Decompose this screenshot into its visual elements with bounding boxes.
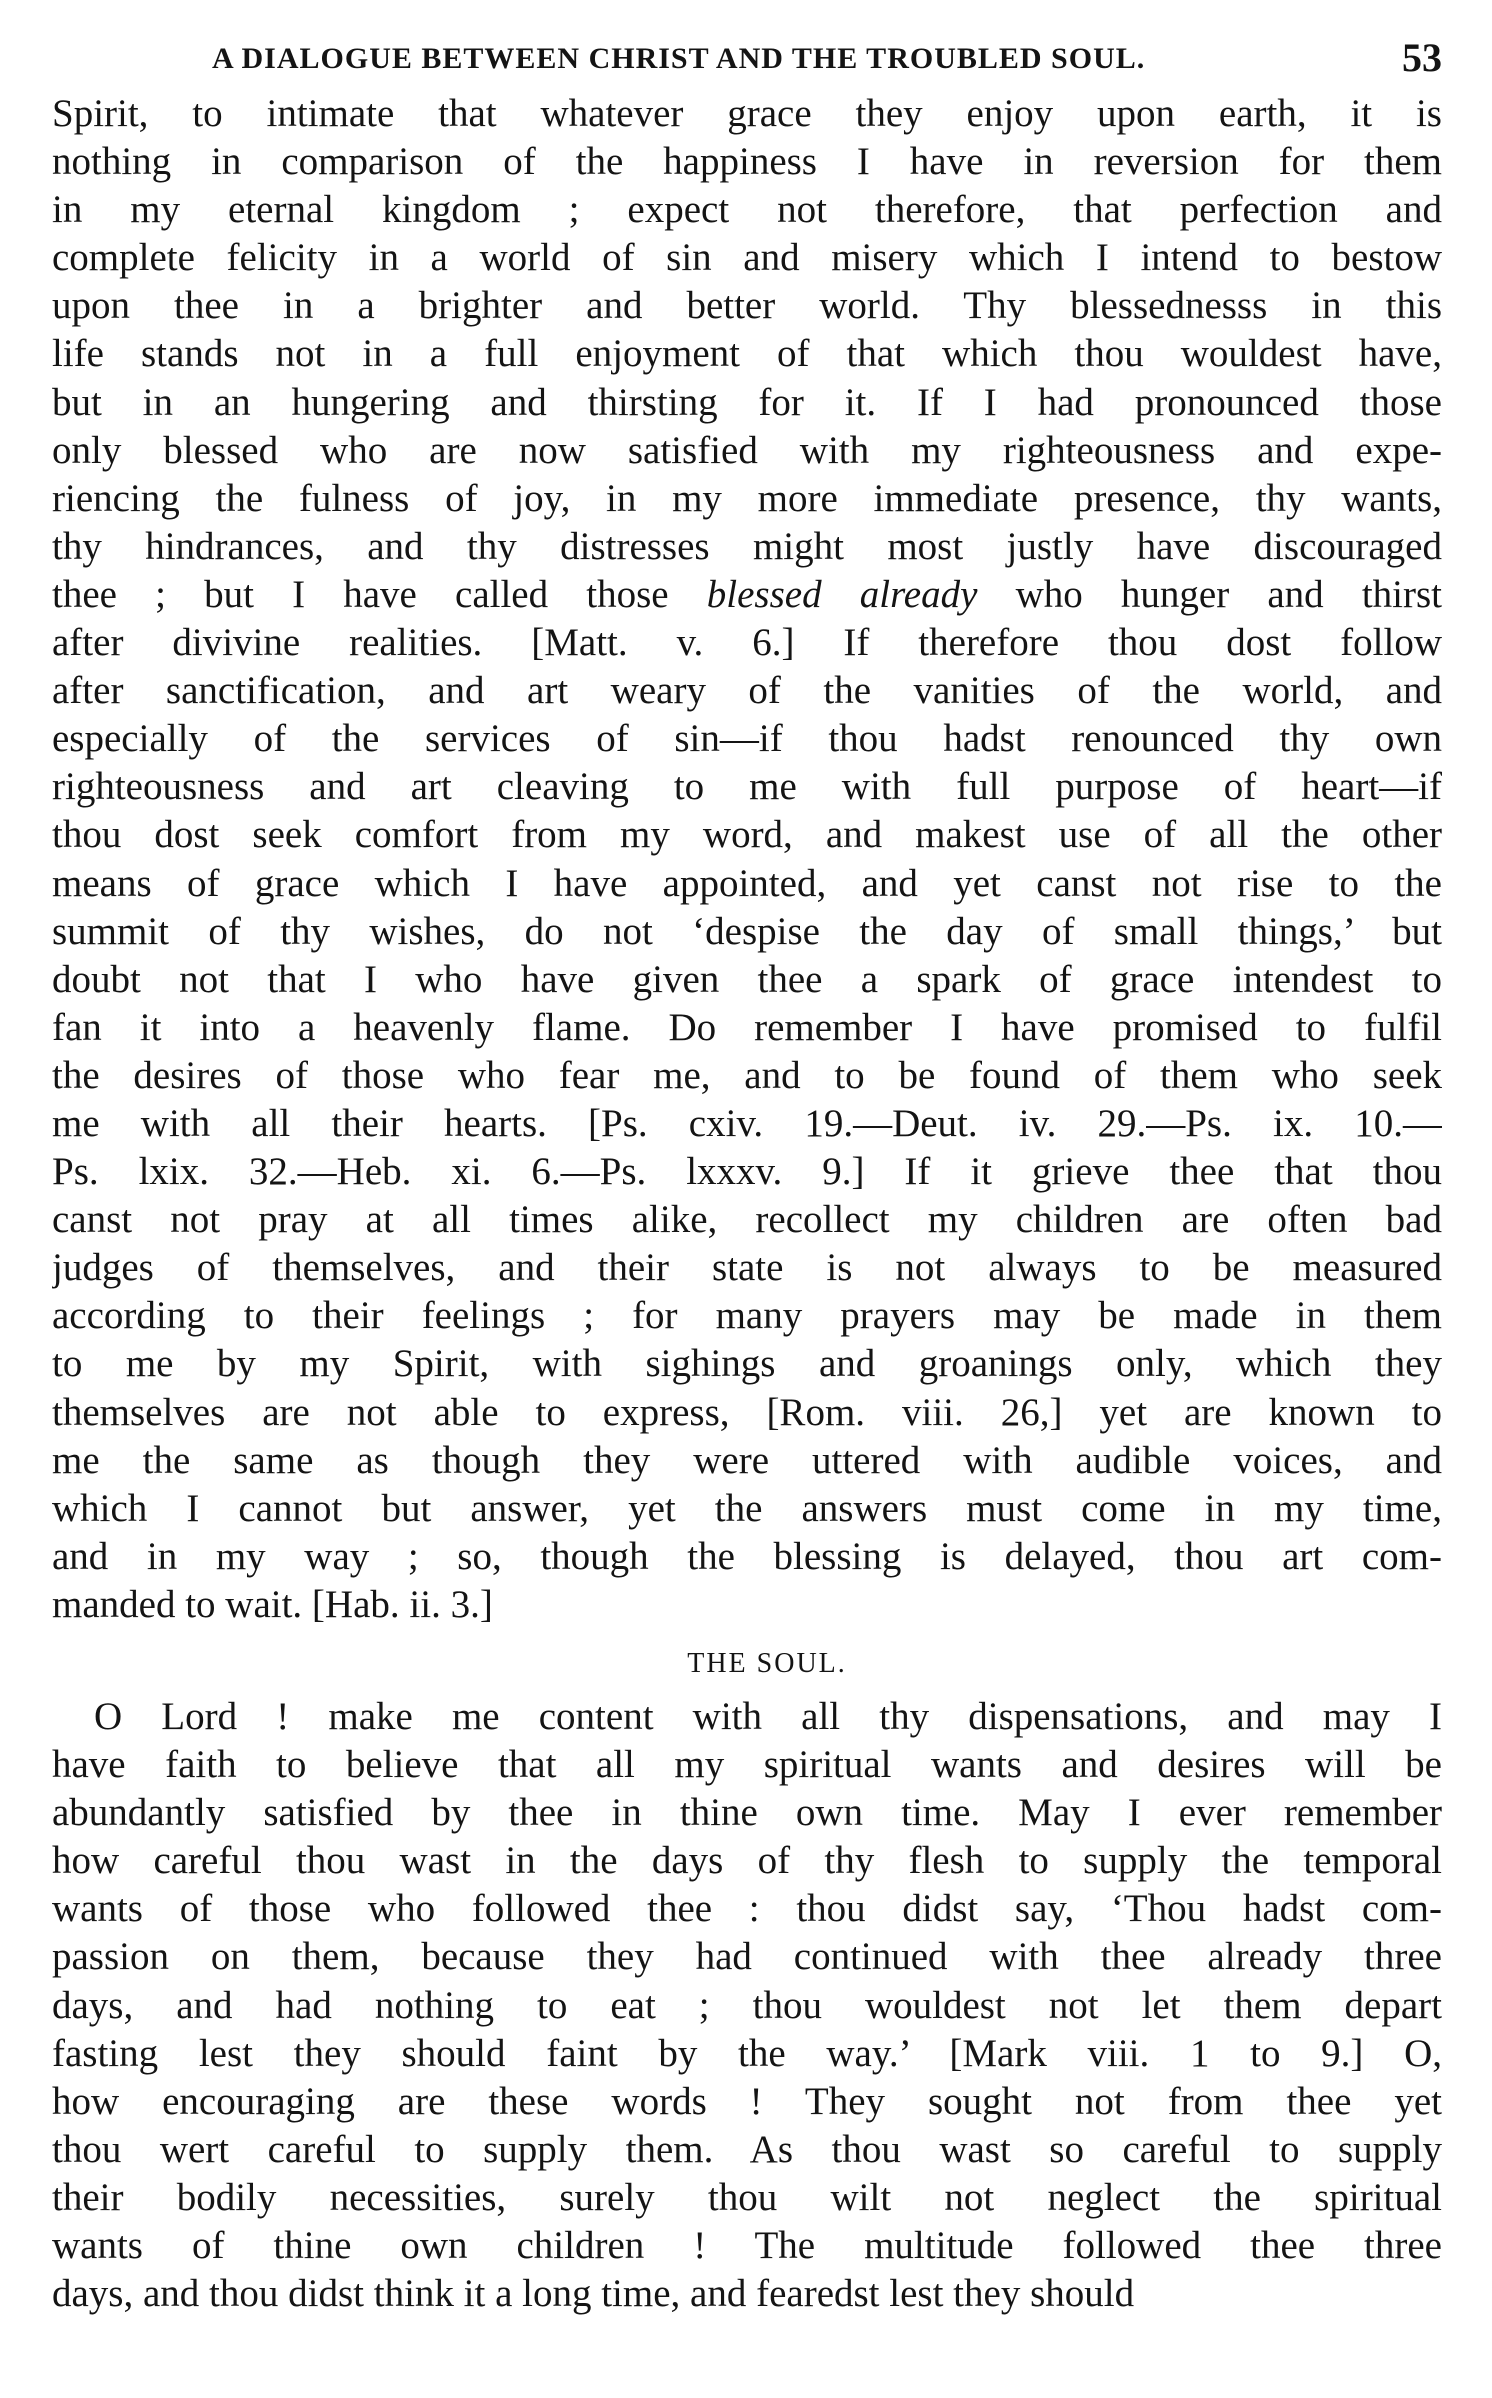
text-line: nothing in comparison of the happiness I have in reversion for them [52, 140, 1442, 184]
text-line: complete felicity in a world of sin and misery which I intend to bestow [52, 236, 1442, 280]
text-line: which I cannot but answer, yet the answers must come in my time, [52, 1486, 1442, 1530]
text-line: means of grace which I have appointed, and yet canst not rise to the [52, 861, 1442, 905]
text-line: how careful thou wast in the days of thy flesh to supply the temporal [52, 1839, 1442, 1883]
text-line: summit of thy wishes, do not ‘despise the day of small things,’ but [52, 909, 1442, 953]
text-line: after divivine realities. [Matt. v. 6.] If therefore thou dost follow [52, 621, 1442, 665]
text-line: thee ; but I have called those blessed already who hunger and thirst [52, 572, 1442, 616]
paragraph-soul-speech [52, 1693, 1442, 2318]
text-line: especially of the services of sin—if thou hadst renounced thy own [52, 717, 1442, 761]
text-line: passion on them, because they had continued with thee already three [52, 1935, 1442, 1979]
text-line: themselves are not able to express, [Rom. viii. 26,] yet are known to [52, 1390, 1442, 1434]
text-line: canst not pray at all times alike, recollect my children are often bad [52, 1198, 1442, 1242]
text-line: fan it into a heavenly flame. Do remember I have promised to fulfil [52, 1005, 1442, 1049]
text-line: and in my way ; so, though the blessing is delayed, thou art com- [52, 1534, 1442, 1578]
text-line: riencing the fulness of joy, in my more immediate presence, thy wants, [52, 476, 1442, 520]
text-line: according to their feelings ; for many prayers may be made in them [52, 1294, 1442, 1338]
text-line: wants of those who followed thee : thou didst say, ‘Thou hadst com- [52, 1887, 1442, 1931]
text-line: Spirit, to intimate that whatever grace they enjoy upon earth, it is [52, 92, 1442, 135]
running-head: A DIALOGUE BETWEEN CHRIST AND THE TROUBLED SOUL. [212, 42, 1146, 75]
text-line: the desires of those who fear me, and to be found of them who seek [52, 1053, 1442, 1097]
paragraph-christ-speech [52, 90, 1442, 1629]
page-header [52, 28, 1442, 90]
text-line: righteousness and art cleaving to me with full purpose of heart—if [52, 765, 1442, 809]
text-line: doubt not that I who have given thee a spark of grace intendest to [52, 957, 1442, 1001]
text-line: fasting lest they should faint by the way.’ [Mark viii. 1 to 9.] O, [52, 2031, 1442, 2075]
text-line: to me by my Spirit, with sighings and groanings only, which they [52, 1342, 1442, 1386]
text-line: upon thee in a brighter and better world. Thy blessednesss in this [52, 284, 1442, 328]
page-number: 53 [1402, 35, 1442, 80]
text-line: their bodily necessities, surely thou wilt not neglect the spiritual [52, 2175, 1442, 2219]
text-line: me the same as though they were uttered with audible voices, and [52, 1438, 1442, 1482]
book-page [52, 28, 1442, 2318]
text-line: in my eternal kingdom ; expect not therefore, that perfection and [52, 188, 1442, 232]
text-line: but in an hungering and thirsting for it. If I had pronounced those [52, 380, 1442, 424]
emphasis: blessed already [706, 572, 978, 616]
text-line: have faith to believe that all my spiritual wants and desires will be [52, 1743, 1442, 1787]
text-line: Ps. lxix. 32.—Heb. xi. 6.—Ps. lxxxv. 9.] If it grieve thee that thou [52, 1150, 1442, 1194]
text-line: judges of themselves, and their state is not always to be measured [52, 1246, 1442, 1290]
section-heading: THE SOUL. [687, 1648, 847, 1679]
text-line: days, and thou didst think it a long time, and fearedst lest they should [52, 2272, 1135, 2316]
text-line: thy hindrances, and thy distresses might most justly have discouraged [52, 524, 1442, 568]
text-line: only blessed who are now satisfied with my righteousness and expe- [52, 428, 1442, 472]
text-line: after sanctification, and art weary of the vanities of the world, and [52, 669, 1442, 713]
text-line: thou dost seek comfort from my word, and makest use of all the other [52, 813, 1442, 857]
text-line: how encouraging are these words ! They sought not from thee yet [52, 2079, 1442, 2123]
text-line: me with all their hearts. [Ps. cxiv. 19.—Deut. iv. 29.—Ps. ix. 10.— [52, 1101, 1442, 1145]
text-line: wants of thine own children ! The multitude followed thee three [52, 2224, 1442, 2268]
text-line: days, and had nothing to eat ; thou wouldest not let them depart [52, 1983, 1442, 2027]
text-line: abundantly satisfied by thee in thine own time. May I ever remember [52, 1791, 1442, 1835]
text-line: manded to wait. [Hab. ii. 3.] [52, 1582, 493, 1626]
text-line: O Lord ! make me content with all thy dispensations, and may I [94, 1695, 1442, 1738]
text-line: thou wert careful to supply them. As thou wast so careful to supply [52, 2127, 1442, 2171]
text-line: life stands not in a full enjoyment of that which thou wouldest have, [52, 332, 1442, 376]
